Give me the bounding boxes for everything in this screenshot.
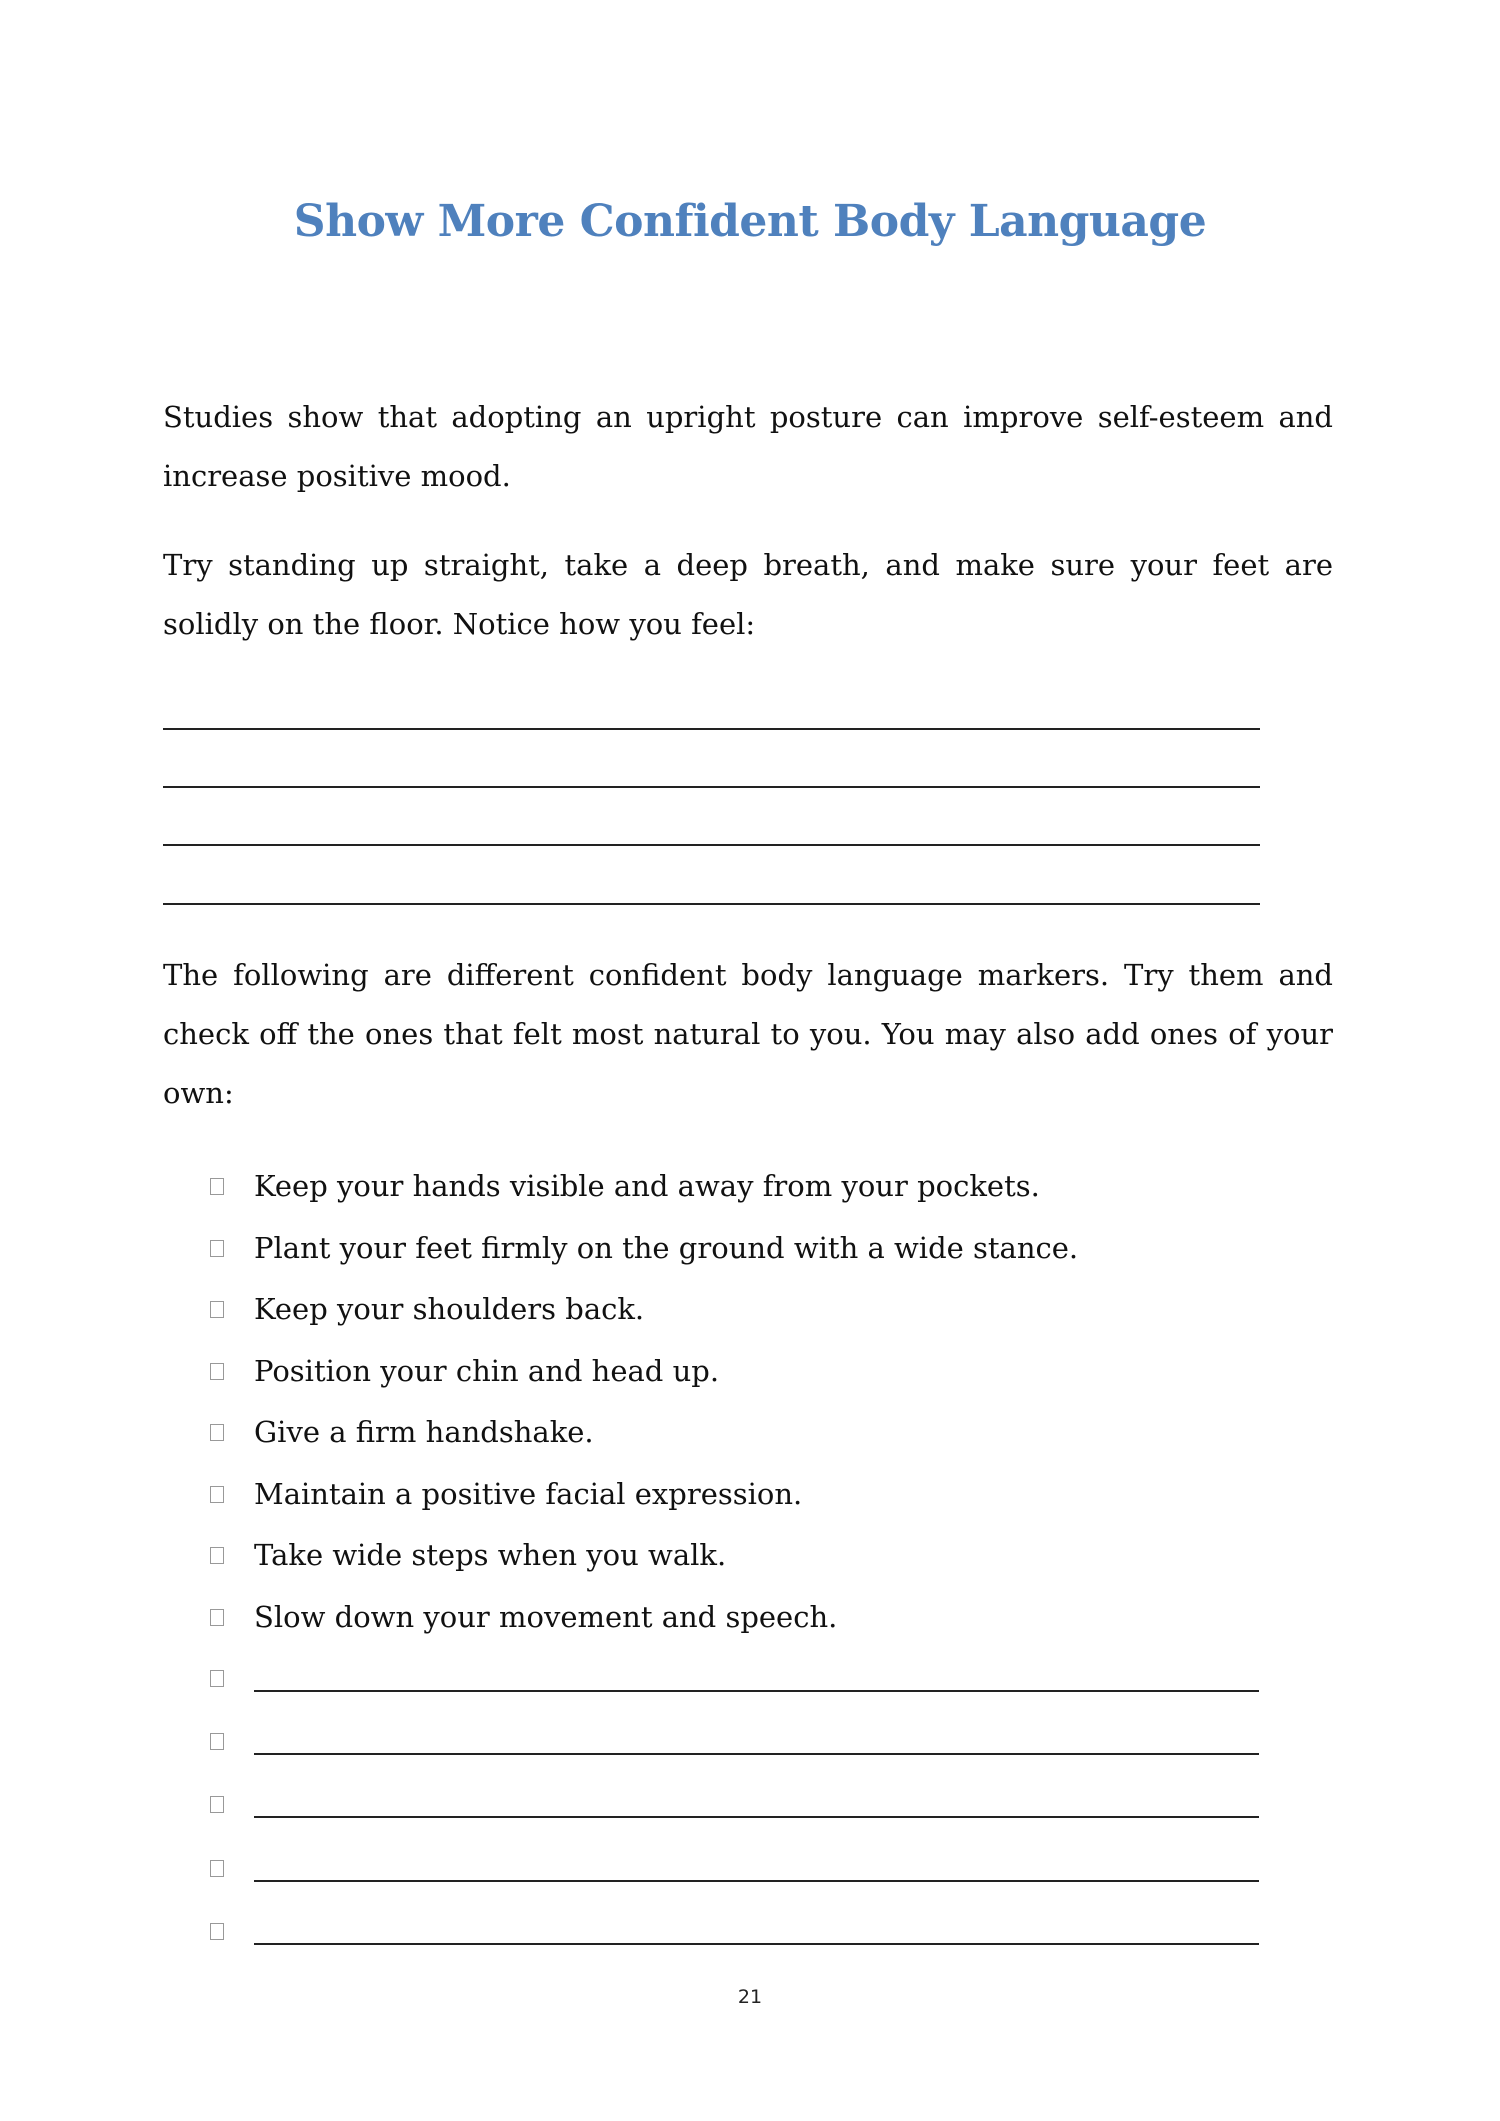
checklist-item-label: Position your chin and head up. <box>254 1354 720 1388</box>
checkbox[interactable] <box>210 1547 224 1564</box>
checkbox[interactable] <box>210 1609 224 1626</box>
checkbox[interactable] <box>210 1796 224 1813</box>
writing-line[interactable] <box>254 1753 1259 1755</box>
writing-line[interactable] <box>254 1943 1259 1945</box>
page-title: Show More Confident Body Language <box>293 196 1207 247</box>
checklist-item[interactable] <box>210 1412 594 1452</box>
checkbox[interactable] <box>210 1860 224 1877</box>
instruction-paragraph: Try standing up straight, take a deep breath, and make sure your feet are solidly on the floor. Notice how you feel: <box>163 548 1333 641</box>
checklist-item[interactable] <box>210 1351 719 1391</box>
checkbox[interactable] <box>210 1733 224 1750</box>
writing-line[interactable] <box>163 786 1260 788</box>
writing-line[interactable] <box>163 844 1260 846</box>
checkbox[interactable] <box>210 1486 224 1503</box>
writing-line[interactable] <box>254 1690 1259 1692</box>
checkbox[interactable] <box>210 1240 224 1257</box>
checkbox[interactable] <box>210 1424 224 1441</box>
checkbox[interactable] <box>210 1363 224 1380</box>
blank-checklist-item[interactable] <box>210 1658 1259 1698</box>
checklist-item[interactable] <box>210 1228 1078 1268</box>
blank-checklist-item[interactable] <box>210 1848 1259 1888</box>
checkbox[interactable] <box>210 1670 224 1687</box>
checklist-item-label: Keep your shoulders back. <box>254 1292 645 1326</box>
checkbox[interactable] <box>210 1301 224 1318</box>
checklist-item[interactable] <box>210 1535 726 1575</box>
checklist-item-label: Maintain a positive facial expression. <box>254 1477 803 1511</box>
checkbox[interactable] <box>210 1178 224 1195</box>
writing-line[interactable] <box>163 903 1260 905</box>
checklist-item-label: Give a firm handshake. <box>254 1415 594 1449</box>
checkbox[interactable] <box>210 1923 224 1940</box>
page-number: 21 <box>737 1986 763 2008</box>
checklist-item-label: Keep your hands visible and away from your pockets. <box>254 1169 1040 1203</box>
writing-line[interactable] <box>254 1880 1259 1882</box>
blank-checklist-item[interactable] <box>210 1911 1259 1951</box>
checklist-item-label: Plant your feet firmly on the ground with a wide stance. <box>254 1231 1079 1265</box>
checklist-intro-paragraph: The following are different confident body language markers. Try them and check off the ones that felt most natural to you. You may also add ones of your own: <box>163 958 1333 1110</box>
checklist-item[interactable] <box>210 1289 644 1329</box>
blank-checklist-item[interactable] <box>210 1784 1259 1824</box>
checklist-item[interactable] <box>210 1474 802 1514</box>
checklist-item-label: Take wide steps when you walk. <box>254 1538 727 1572</box>
checklist-item[interactable] <box>210 1166 1040 1206</box>
intro-paragraph: Studies show that adopting an upright posture can improve self-esteem and increase positive mood. <box>163 400 1333 493</box>
checklist-item[interactable] <box>210 1597 837 1637</box>
writing-line[interactable] <box>163 728 1260 730</box>
blank-checklist-item[interactable] <box>210 1721 1259 1761</box>
writing-line[interactable] <box>254 1816 1259 1818</box>
checklist-item-label: Slow down your movement and speech. <box>254 1600 838 1634</box>
